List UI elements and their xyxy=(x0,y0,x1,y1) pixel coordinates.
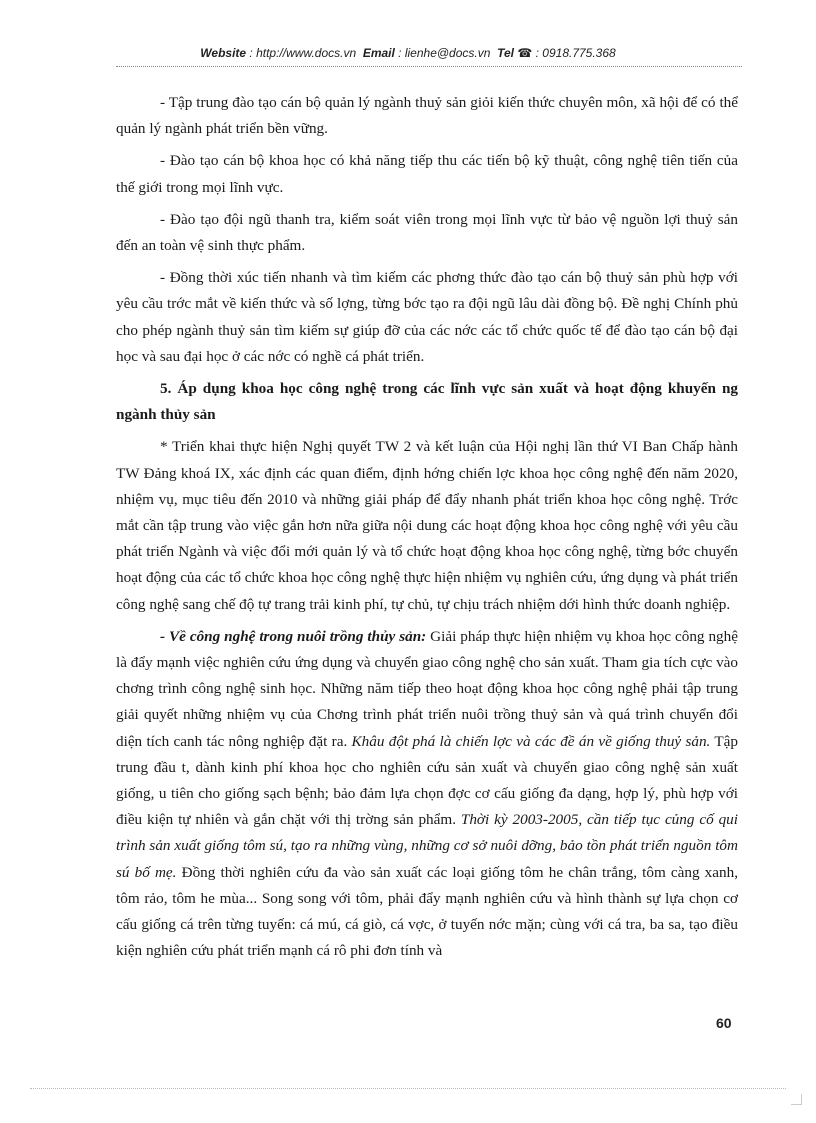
paragraph-6-title: - Về công nghệ trong nuôi trồng thủy sản: xyxy=(160,627,427,645)
phone-icon: ☎ xyxy=(517,46,533,60)
website-label: Website xyxy=(200,46,247,60)
page-number: 60 xyxy=(716,1015,732,1031)
paragraph-6-text-a: Giải pháp thực hiện nhiệm vụ khoa học công nghệ là đẩy mạnh việc nghiên cứu ứng dụng và chuyển giao công nghệ cho sản xuất. Tham gia tích cực vào chơng trình công nghệ sinh học. Những năm tiếp theo hoạt động khoa học công nghệ phải tập trung giải quyết những nhiệm vụ của Chơng trình phát triển nuôi trồng thuỷ sản và quá trình chuyển đổi diện tích canh tác nông nghiệp đặt ra. xyxy=(116,627,738,750)
paragraph-4: - Đồng thời xúc tiến nhanh và tìm kiếm các phơng thức đào tạo cán bộ thuỷ sản phù hợp với yêu cầu trớc mắt về kiến thức và số lợng, từng bớc tạo ra đội ngũ lâu dài đồng bộ. Đề nghị Chính phủ cho phép ngành thuỷ sản tìm kiếm sự giúp đỡ của các nớc các tổ chức quốc tế để đào tạo cán bộ đại học và sau đại học ở các nớc có nghề cá phát triển. xyxy=(116,269,738,365)
paragraph-6-text-e: Đồng thời nghiên cứu đa vào sản xuất các loại giống tôm he chân trắng, tôm càng xanh, tôm rảo, tôm he mùa... Song song với tôm, phải đẩy mạnh nghiên cứu và hình thành sự lựa chọn cơ cấu giống cá trên từng tuyến: cá mú, cá giò, cá vợc, ở tuyến nớc mặn; cùng với cá tra, ba sa, tạo điều kiện nghiên cứu phát triển mạnh cá rô phi đơn tính và xyxy=(116,863,738,960)
website-value: : http://www.docs.vn xyxy=(249,46,357,60)
paragraph-2: - Đào tạo cán bộ khoa học có khả năng tiếp thu các tiến bộ kỹ thuật, công nghệ tiên tiến của thế giới trong mọi lĩnh vực. xyxy=(116,152,738,196)
paragraph-6-text-c: Tập trung đầu t, dành kinh phí khoa học cho nghiên cứu sản xuất và chuyển giao công nghệ sản xuất giống, u tiên cho giống sạch bệnh; bảo đảm lựa chọn đợc cơ cấu giống đa dạng, hợp lý, phù hợp với điều kiện tự nhiên và gắn chặt với thị trờng sản phẩm. xyxy=(116,732,738,829)
paragraph-1: - Tập trung đào tạo cán bộ quản lý ngành thuỷ sản giỏi kiến thức chuyên môn, xã hội để có thể quản lý ngành phát triển bền vững. xyxy=(116,94,738,138)
page-corner-mark xyxy=(791,1094,802,1105)
email-value: : lienhe@docs.vn xyxy=(398,46,491,60)
footer-divider xyxy=(30,1088,786,1089)
section-heading: 5. Áp dụng khoa học công nghệ trong các lĩnh vực sản xuất và hoạt động khuyến ng ngành thủy sản xyxy=(116,380,738,424)
header-divider xyxy=(116,66,742,67)
paragraph-5: * Triển khai thực hiện Nghị quyết TW 2 và kết luận của Hội nghị lần thứ VI Ban Chấp hành TW Đảng khoá IX, xác định các quan điểm, định hớng chiến lợc khoa học công nghệ đến năm 2020, nhiệm vụ, mục tiêu đến 2010 và những giải pháp để đẩy nhanh phát triển khoa học công nghệ. Trớc mắt cần tập trung vào việc gắn hơn nữa giữa nội dung các hoạt động khoa học công nghệ với yêu cầu phát triển Ngành và việc đổi mới quản lý và tổ chức hoạt động khoa học công nghệ, từng bớc chuyển hoạt động của các tổ chức khoa học công nghệ thực hiện nhiệm vụ nghiên cứu, ứng dụng và phát triển công nghệ sang chế độ tự trang trải kinh phí, tự chủ, tự chịu trách nhiệm dới hình thức doanh nghiệp. xyxy=(116,438,738,613)
paragraph-6-italic-b: Khâu đột phá là chiến lợc và các đề án về giống thuỷ sản. xyxy=(351,732,711,750)
paragraph-6 xyxy=(116,624,738,965)
paragraph-6-italic-d: Thời kỳ 2003-2005, cần tiếp tục củng cố qui trình sản xuất giống tôm sú, tạo ra những vùng, những cơ sở nuôi dỡng, bảo tồn phát triển nguồn tôm sú bố mẹ. xyxy=(116,811,738,881)
document-body xyxy=(116,90,738,965)
page-header xyxy=(0,46,816,60)
tel-label: Tel xyxy=(497,46,514,60)
tel-value: : 0918.775.368 xyxy=(535,46,616,60)
paragraph-3: - Đào tạo đội ngũ thanh tra, kiểm soát viên trong mọi lĩnh vực từ bảo vệ nguồn lợi thuỷ sản đến an toàn vệ sinh thực phẩm. xyxy=(116,210,738,255)
email-label: Email xyxy=(362,46,395,60)
